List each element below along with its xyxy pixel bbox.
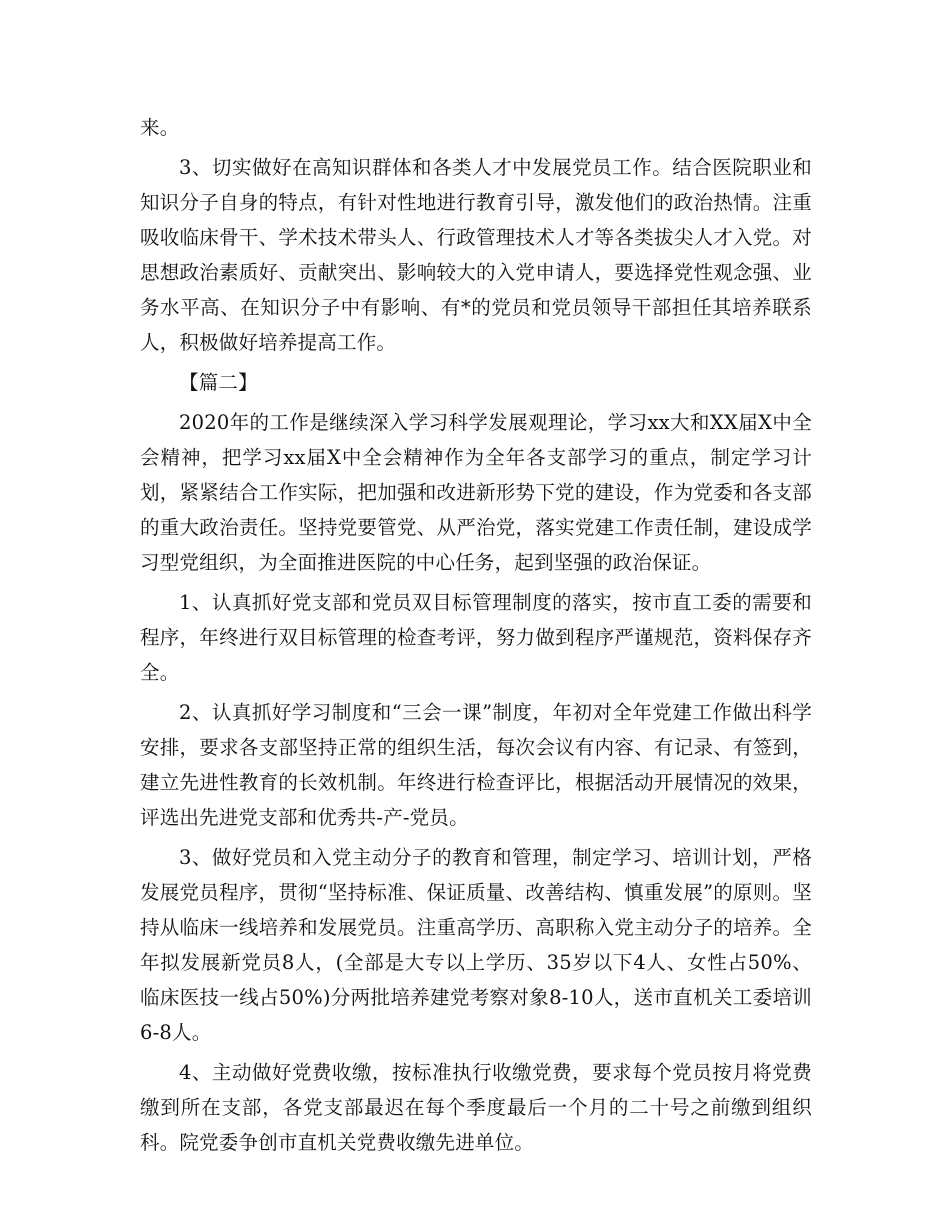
paragraph-item-3-high-knowledge: 3、切实做好在高知识群体和各类人才中发展党员工作。结合医院职业和知识分子自身的特点，有针对性地进行教育引导，激发他们的政治热情。注重吸收临床骨干、学术技术带头人、行政管理技术人才等各类拔尖人才入党。对思想政治素质好、贡献突出、影响较大的入党申请人，要选择党性观念强、业务水平高、在知识分子中有影响、有*的党员和党员领导干部担任其培养联系人，积极做好培养提高工作。 [140,156,812,354]
paragraph-continuation: 来。 [140,116,180,139]
paragraph-item-1-dual-target: 1、认真抓好党支部和党员双目标管理制度的落实，按市直工委的需要和程序，年终进行双目标管理的检查考评，努力做到程序严谨规范，资料保存齐全。 [140,591,812,684]
paragraph-item-4-party-fees: 4、主动做好党费收缴，按标准执行收缴党费，要求每个党员按月将党费缴到所在支部，各党支部最迟在每个季度最后一个月的二十号之前缴到组织科。院党委争创市直机关党费收缴先进单位。 [140,1061,812,1154]
paragraph-item-2-study-system: 2、认真抓好学习制度和“三会一课”制度，年初对全年党建工作做出科学安排，要求各支部坚持正常的组织生活，每次会议有内容、有记录、有签到，建立先进性教育的长效机制。年终进行检查评比，根据活动开展情况的效果，评选出先进党支部和优秀共-产-党员。 [140,701,812,829]
paragraph-item-3-member-education: 3、做好党员和入党主动分子的教育和管理，制定学习、培训计划，严格发展党员程序，贯彻“坚持标准、保证质量、改善结构、慎重发展”的原则。坚持从临床一线培养和发展党员。注重高学历、高职称入党主动分子的培养。全年拟发展新党员8人，(全部是大专以上学历、35岁以下4人、女性占50%、临床医技一线占50%)分两批培养建党考察对象8-10人，送市直机关工委培训6-8人。 [140,846,812,1044]
paragraph-2020-work: 2020年的工作是继续深入学习科学发展观理论，学习xx大和XX届X中全会精神，把学习xx届X中全会精神作为全年各支部学习的重点，制定学习计划，紧紧结合工作实际，把加强和改进新形势下党的建设，作为党委和各支部的重大政治责任。坚持党要管党、从严治党，落实党建工作责任制，建设成学习型党组织，为全面推进医院的中心任务，起到坚强的政治保证。 [140,411,812,574]
document-page [140,110,812,1165]
section-heading-part-two: 【篇二】 [179,371,258,394]
